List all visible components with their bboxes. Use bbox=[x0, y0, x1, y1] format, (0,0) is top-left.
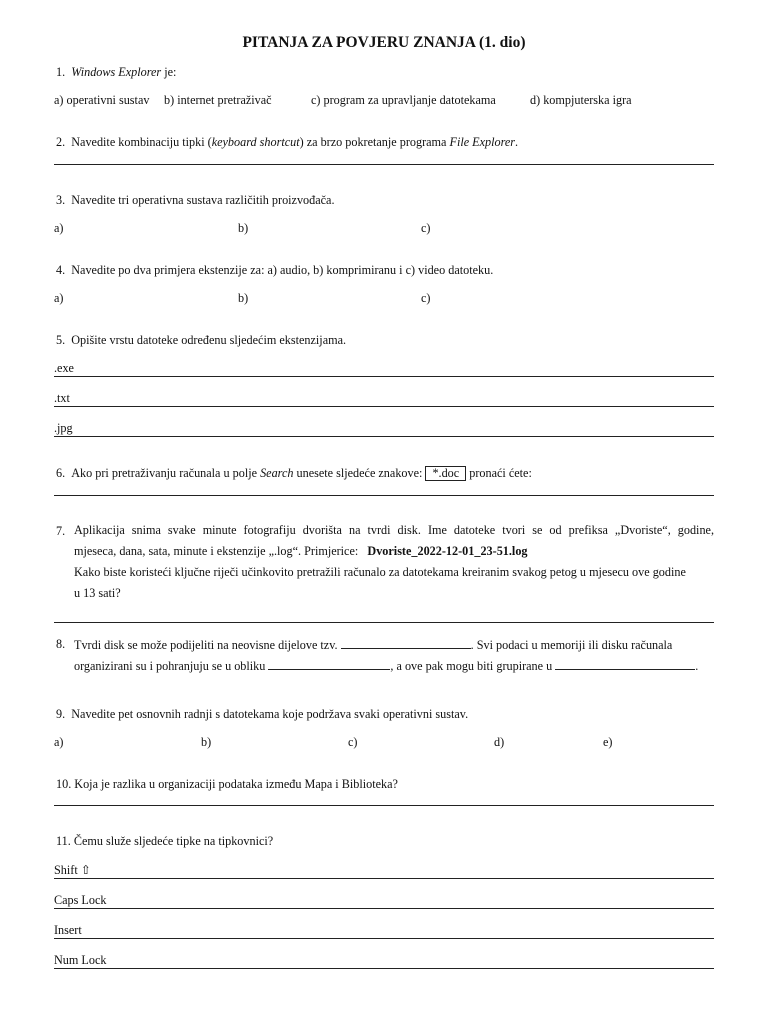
question-text: mjeseca, dana, sata, minute i ekstenzije „.log“. Primjerice: bbox=[74, 544, 359, 558]
question-7-line: Aplikacija snima svake minute fotografiju dvorišta na tvrdi disk. Ime datoteke tvori se od prefiksa „Dvoriste“, godine, bbox=[74, 523, 714, 537]
answer-option-b[interactable]: b) internet pretraživač bbox=[164, 93, 272, 107]
question-text: pronaći ćete: bbox=[469, 466, 532, 480]
answer-slot-a[interactable]: a) bbox=[54, 735, 64, 749]
question-number: 1. bbox=[56, 65, 66, 79]
fill-in-blank[interactable] bbox=[555, 658, 695, 670]
answer-line[interactable] bbox=[54, 938, 714, 939]
answer-line[interactable] bbox=[54, 164, 714, 165]
question-7-line: Kako biste koristeći ključne riječi učinkovito pretražili računalo za datotekama kreiranim svakog petog u mjesecu ove godine bbox=[74, 565, 686, 579]
question-text: Navedite kombinaciju tipki ( bbox=[71, 135, 212, 149]
question-number: 4. bbox=[56, 263, 66, 277]
answer-line[interactable] bbox=[54, 376, 714, 377]
question-text: Opišite vrstu datoteke određenu sljedećim ekstenzijama. bbox=[71, 333, 347, 347]
question-3 bbox=[56, 193, 335, 208]
answer-option-a[interactable]: a) operativni sustav bbox=[54, 93, 150, 107]
example-filename: Dvoriste_2022-12-01_23-51.log bbox=[367, 544, 528, 558]
question-text: . Svi podaci u memoriji ili disku računala bbox=[470, 638, 673, 652]
question-number: 7. bbox=[56, 524, 66, 538]
question-text: , a ove pak mogu biti grupirane u bbox=[390, 659, 553, 673]
extension-label: .txt bbox=[54, 391, 70, 405]
key-label-insert: Insert bbox=[54, 923, 82, 937]
question-11 bbox=[56, 834, 273, 849]
answer-slot-b[interactable]: b) bbox=[201, 735, 212, 749]
answer-slot-c[interactable]: c) bbox=[348, 735, 358, 749]
fill-in-blank[interactable] bbox=[268, 658, 390, 670]
answer-slot-a[interactable]: a) bbox=[54, 221, 64, 235]
question-10 bbox=[56, 777, 398, 792]
question-term: Windows Explorer bbox=[71, 65, 162, 79]
question-number: 8. bbox=[56, 637, 66, 651]
question-8-line bbox=[74, 658, 698, 674]
extension-label: .jpg bbox=[54, 421, 73, 435]
question-number: 2. bbox=[56, 135, 66, 149]
question-text: unesete sljedeće znakove: bbox=[293, 466, 423, 480]
question-5 bbox=[56, 333, 346, 348]
search-pattern-box: *.doc bbox=[425, 466, 466, 481]
answer-option-c[interactable]: c) program za upravljanje datotekama bbox=[311, 93, 496, 107]
answer-slot-b[interactable]: b) bbox=[238, 291, 249, 305]
extension-label: .exe bbox=[54, 361, 74, 375]
question-text: Čemu služe sljedeće tipke na tipkovnici? bbox=[73, 834, 274, 848]
question-number: 6. bbox=[56, 466, 66, 480]
key-label-num-lock: Num Lock bbox=[54, 953, 107, 967]
fill-in-blank[interactable] bbox=[341, 637, 471, 649]
question-text: Tvrdi disk se može podijeliti na neovisne dijelove tzv. bbox=[74, 638, 338, 652]
question-text: je: bbox=[161, 65, 177, 79]
answer-slot-c[interactable]: c) bbox=[421, 221, 431, 235]
question-8-line bbox=[74, 637, 672, 653]
answer-slot-b[interactable]: b) bbox=[238, 221, 249, 235]
answer-line[interactable] bbox=[54, 622, 714, 623]
question-number: 9. bbox=[56, 707, 66, 721]
question-1 bbox=[56, 65, 176, 80]
question-4 bbox=[56, 263, 493, 278]
answer-line[interactable] bbox=[54, 968, 714, 969]
question-text: organizirani su i pohranjuju se u obliku bbox=[74, 659, 266, 673]
question-text: . bbox=[695, 659, 699, 673]
question-text: Ako pri pretraživanju računala u polje bbox=[71, 466, 261, 480]
question-9 bbox=[56, 707, 468, 722]
question-text: ) za brzo pokretanje programa bbox=[299, 135, 450, 149]
question-term: Search bbox=[260, 466, 294, 480]
page-title: PITANJA ZA POVJERU ZNANJA (1. dio) bbox=[242, 34, 526, 51]
question-term: keyboard shortcut bbox=[211, 135, 300, 149]
answer-slot-d[interactable]: d) bbox=[494, 735, 505, 749]
answer-option-d[interactable]: d) kompjuterska igra bbox=[530, 93, 632, 107]
key-label-shift: Shift ⇧ bbox=[54, 863, 91, 877]
question-number: 5. bbox=[56, 333, 66, 347]
question-number: 11. bbox=[56, 834, 71, 848]
answer-line[interactable] bbox=[54, 805, 714, 806]
question-text: Koja je razlika u organizaciji podataka između Mapa i Biblioteka? bbox=[74, 777, 398, 791]
answer-slot-e[interactable]: e) bbox=[603, 735, 613, 749]
question-text: . bbox=[515, 135, 519, 149]
question-text: Navedite po dva primjera ekstenzije za: a) audio, b) komprimiranu i c) video datoteku. bbox=[71, 263, 494, 277]
question-term: File Explorer bbox=[449, 135, 516, 149]
question-7-line: u 13 sati? bbox=[74, 586, 121, 600]
question-number: 10. bbox=[56, 777, 72, 791]
question-7-line bbox=[74, 544, 528, 559]
question-number: 3. bbox=[56, 193, 66, 207]
answer-line[interactable] bbox=[54, 406, 714, 407]
key-label-caps-lock: Caps Lock bbox=[54, 893, 107, 907]
question-2 bbox=[56, 135, 518, 150]
answer-line[interactable] bbox=[54, 495, 714, 496]
answer-line[interactable] bbox=[54, 908, 714, 909]
answer-line[interactable] bbox=[54, 436, 714, 437]
answer-slot-a[interactable]: a) bbox=[54, 291, 64, 305]
answer-line[interactable] bbox=[54, 878, 714, 879]
question-text: Navedite tri operativna sustava različitih proizvođača. bbox=[71, 193, 335, 207]
answer-slot-c[interactable]: c) bbox=[421, 291, 431, 305]
question-6 bbox=[56, 466, 532, 481]
question-text: Navedite pet osnovnih radnji s datotekama koje podržava svaki operativni sustav. bbox=[71, 707, 469, 721]
